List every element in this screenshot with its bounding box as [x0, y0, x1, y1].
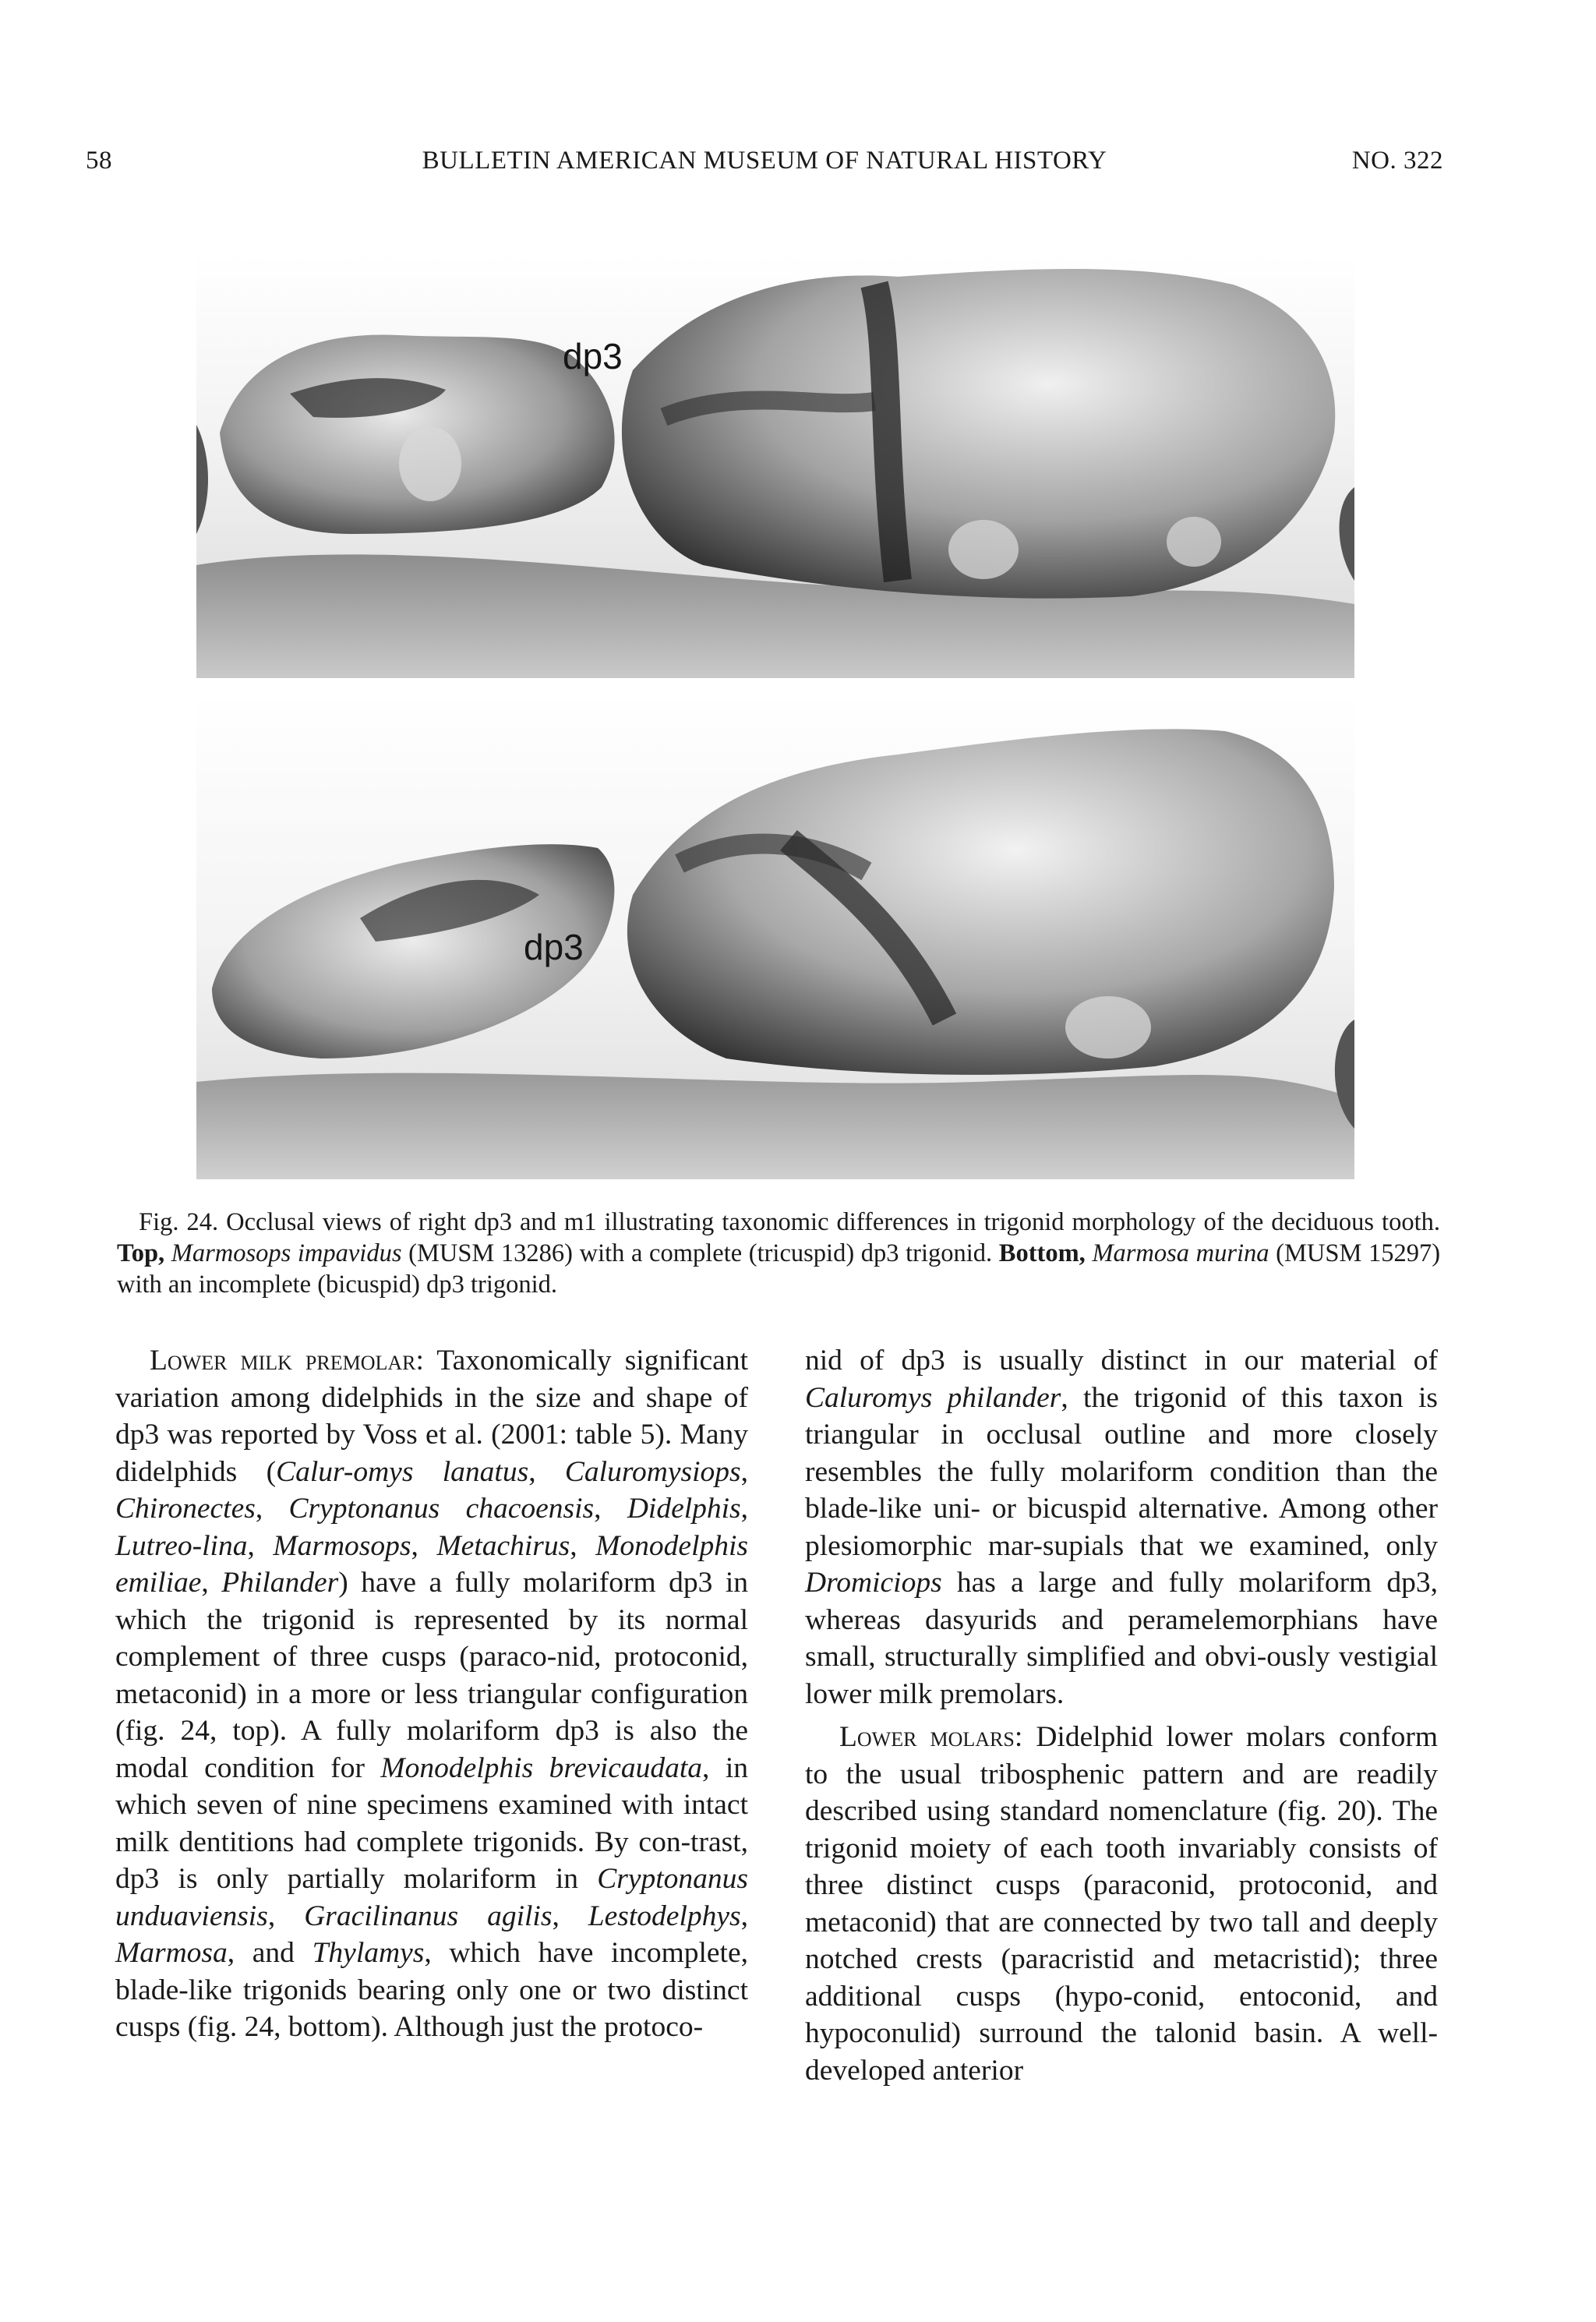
taxon-name: Lestodelphys [588, 1900, 741, 1932]
caption-top-text: (MUSM 13286) with a complete (tricuspid) dp3 trigonid. [408, 1239, 993, 1267]
body-text: , [201, 1567, 222, 1599]
caption-figure-number: Fig. 24. [139, 1208, 219, 1236]
body-text: ) have a fully molariform dp3 in which the trigonid is represented by its normal complement of three cusps (paraco-nid, protoconid, metaconid) in a more or less triangular configuration (fig. 24, top). A fully molariform dp3 is also the modal condition for [115, 1567, 749, 1784]
taxon-name: Monodelphis emiliae [115, 1529, 749, 1599]
taxon-name: Cryptonanus unduaviensis [115, 1863, 748, 1932]
taxon-name: Thylamys [312, 1937, 425, 1969]
body-text: , which have incomplete, blade-like trigonids bearing only one or two distinct cusps (fig. 24, bottom). Although just the protoco- [115, 1937, 748, 2043]
body-text: , and [227, 1937, 312, 1969]
taxon-name: Gracilinanus agilis [304, 1900, 553, 1932]
body-text: , [267, 1900, 305, 1932]
body-text: , [255, 1493, 289, 1525]
body-column-right [805, 1342, 1438, 2089]
body-text: nid of dp3 is usually distinct in our material of [805, 1345, 1438, 1377]
caption-top-species: Marmosops impavidus [171, 1239, 402, 1267]
tooth-photo-top [196, 253, 1354, 678]
body-text: , [594, 1493, 627, 1525]
body-column-left [115, 1342, 748, 2046]
taxon-name: Philander [221, 1567, 339, 1599]
caption-bottom-text: (MUSM 15297) with an incomplete (bicuspid) dp3 trigonid. [117, 1239, 1441, 1299]
paragraph-lower-molars [805, 1719, 1438, 2089]
taxon-name: Calur-omys lanatus [276, 1455, 529, 1488]
figure-caption [117, 1207, 1440, 1300]
body-text: , [740, 1900, 748, 1932]
issue-number: NO. 322 [1351, 147, 1443, 175]
caption-bottom-label: Bottom, [998, 1239, 1086, 1267]
body-text: : Didelphid lower molars conform to the usual tribosphenic pattern and are readily described using standard nomenclature (fig. 20). The trigonid moiety of each tooth invariably consists of three distinct cusps (paraconid, protoconid, and metaconid) that are connected by two tall and deeply notched crests (paracristid and metacristid); three additional cusps (hypo-conid, entoconid, and hypoconulid) surround the talonid basin. A well-developed anterior [805, 1721, 1438, 2087]
caption-text: Occlusal views of right dp3 and m1 illustrating taxonomic differences in trigonid morphology of the deciduous tooth. [226, 1208, 1440, 1236]
dp3-label-bottom: dp3 [524, 927, 584, 967]
taxon-name: Marmosa [115, 1937, 228, 1969]
taxon-name: Caluromys philander [805, 1381, 1061, 1414]
paragraph-continued [805, 1342, 1438, 1712]
taxon-name: Lutreo-lina [115, 1529, 248, 1562]
taxon-name: Chironectes [115, 1493, 256, 1525]
page-number: 58 [86, 147, 112, 175]
figure-bottom-panel [196, 692, 1354, 1179]
body-text: , [411, 1529, 437, 1562]
running-header [86, 147, 1443, 184]
body-text: has a large and fully molariform dp3, whereas dasyurids and peramelemorphians have small, structurally simplified and obvi-ously vestigial lower milk premolars. [805, 1567, 1438, 1710]
body-text: : Taxonomically significant variation among didelphids in the size and shape of dp3 was reported by Voss et al. (2001: table 5). Many didelphids ( [115, 1345, 748, 1488]
taxon-name: Marmosops [273, 1529, 411, 1562]
taxon-name: Dromiciops [805, 1567, 942, 1599]
section-heading-lower-milk-premolar: Lower milk premolar [150, 1345, 416, 1377]
taxon-name: Caluromysiops [564, 1455, 741, 1488]
paragraph-lower-milk-premolar [115, 1342, 748, 2046]
body-text: , [528, 1455, 565, 1488]
taxon-name: Cryptonanus chacoensis [288, 1493, 595, 1525]
taxon-name: Monodelphis brevicaudata [380, 1751, 703, 1784]
body-text: , [570, 1529, 596, 1562]
taxon-name: Metachirus [436, 1529, 570, 1562]
body-text: , in which seven of nine specimens examined with intact milk dentitions had complete trigonids. By con-trast, dp3 is only partially molariform in [115, 1751, 748, 1895]
body-text: , [740, 1455, 748, 1488]
caption-bottom-species: Marmosa murina [1092, 1239, 1269, 1267]
section-heading-lower-molars: Lower molars [839, 1721, 1015, 1753]
body-text: , the trigonid of this taxon is triangular in occlusal outline and more closely resembles the fully molariform condition than the blade-like uni- or bicuspid alternative. Among other plesiomorphic mar-supials that we examined, only [805, 1381, 1438, 1562]
body-text: , [740, 1493, 749, 1525]
taxon-name: Didelphis [627, 1493, 741, 1525]
figure-top-panel [196, 253, 1354, 678]
journal-title: BULLETIN AMERICAN MUSEUM OF NATURAL HISTORY [422, 147, 1107, 175]
tooth-photo-bottom [196, 692, 1354, 1179]
body-text: , [552, 1900, 588, 1932]
body-text: , [247, 1529, 274, 1562]
caption-top-label: Top, [117, 1239, 165, 1267]
dp3-label-top: dp3 [563, 336, 623, 376]
